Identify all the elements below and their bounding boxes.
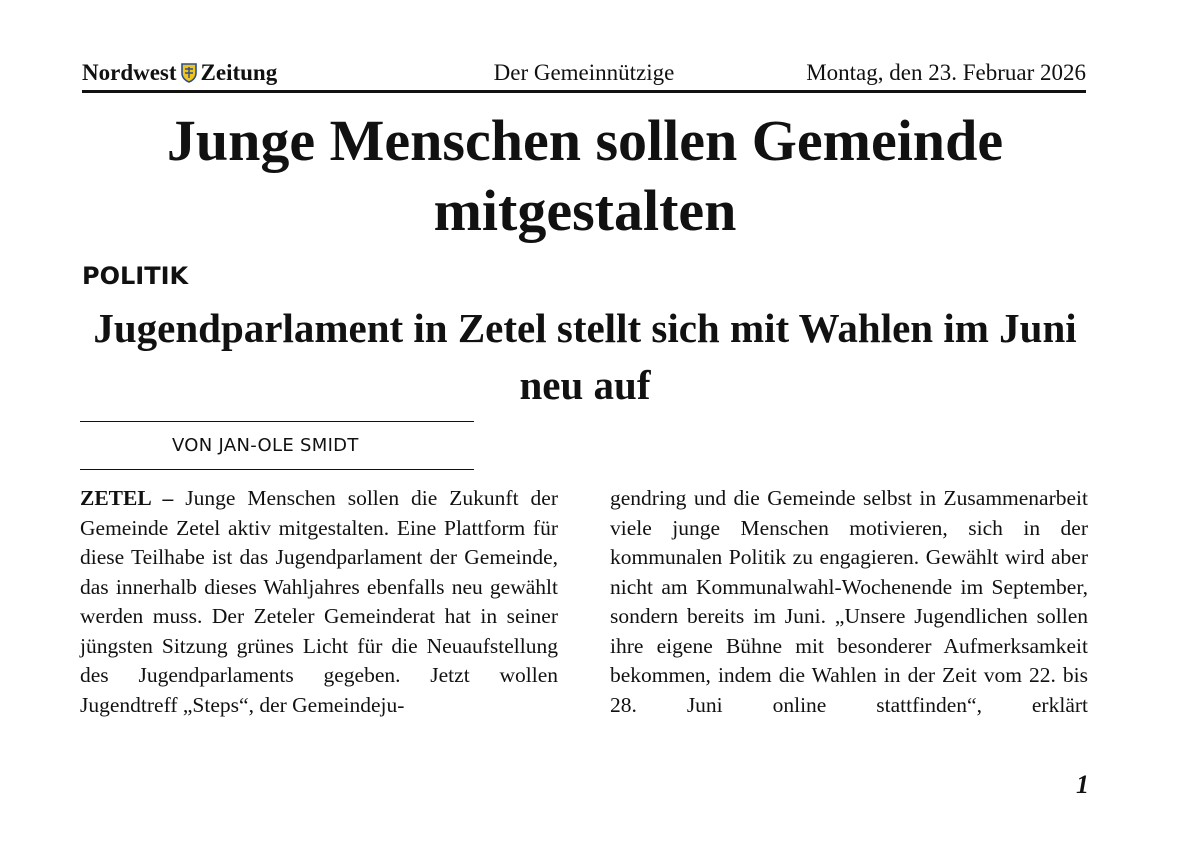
edition-name: Der Gemeinnützige — [493, 60, 675, 85]
article-column-left — [80, 484, 558, 720]
byline-rule-bottom — [80, 469, 474, 470]
page-number: 1 — [1076, 770, 1089, 799]
byline-rule-top — [80, 421, 474, 422]
newspaper-logo — [82, 60, 277, 86]
byline: VON JAN-OLE SMIDT — [172, 435, 359, 456]
article-column-right — [610, 484, 1088, 720]
section-label: POLITIK — [82, 262, 189, 290]
brand-right: Zeitung — [200, 60, 278, 85]
headline: Junge Menschen sollen Gemeinde mitgestalten — [166, 108, 1004, 243]
brand-left: Nordwest — [82, 60, 177, 85]
column-left-text: Junge Menschen sollen die Zukunft der Gemeinde Zetel aktiv mitgestalten. Eine Plattform für diese Teilhabe ist das Jugendparlament der Gemeinde, das innerhalb dieses Wahljahres ebenfalls neu gewählt werden muss. Der Zeteler Gemeinderat hat in seiner jüngsten Sitzung grünes Licht für die Neuaufstellung des Jugendparlaments gegeben. Jetzt wollen Jugendtreff „Steps“, der Gemeindeju- — [80, 486, 558, 717]
subheadline: Jugendparlament in Zetel stellt sich mit Wahlen im Juni neu auf — [93, 305, 1077, 408]
masthead — [82, 56, 1086, 93]
issue-date: Montag, den 23. Februar 2026 — [806, 60, 1086, 85]
crest-icon — [181, 63, 197, 83]
column-right-text: gendring und die Gemeinde selbst in Zusammenarbeit viele junge Menschen motivieren, sich in der kommunalen Politik zu engagieren. Gewählt wird aber nicht am Kommunalwahl-Wochenende im September, sondern bereits im Juni. „Unsere Jugendlichen sollen ihre eigene Bühne mit besonderer Aufmerksamkeit bekommen, indem die Wahlen in der Zeit vom 22. bis 28. Juni online stattfinden“, erklärt — [610, 486, 1088, 717]
dateline: ZETEL – — [80, 486, 174, 510]
